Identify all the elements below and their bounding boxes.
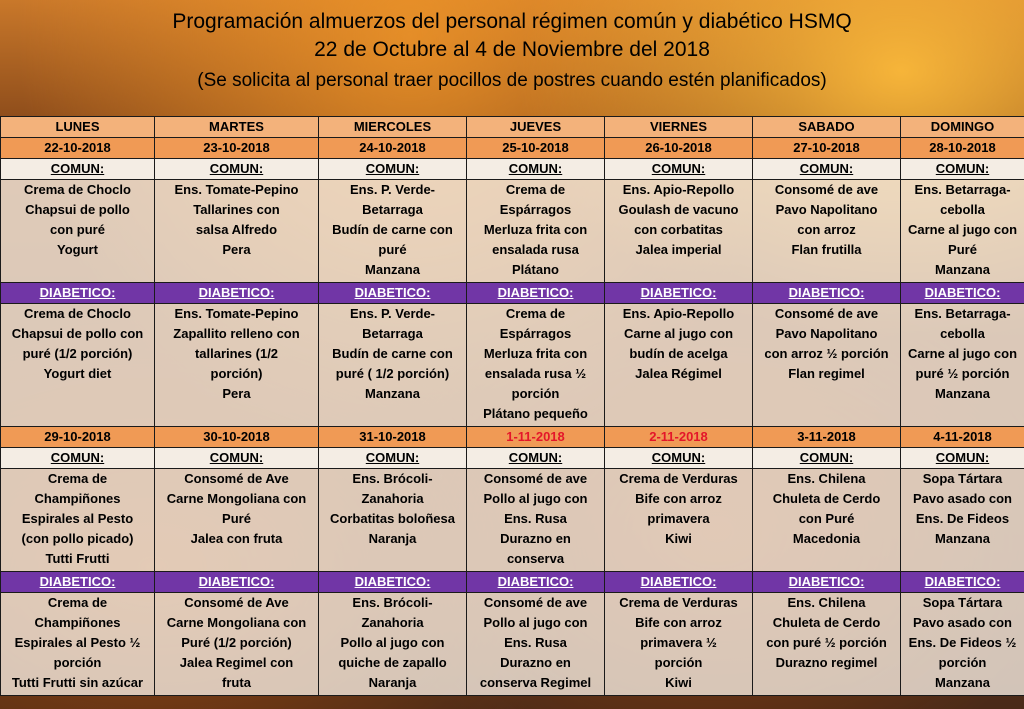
common-label: COMUN: bbox=[209, 450, 264, 465]
menu-line: con arroz bbox=[797, 222, 856, 237]
common-label: COMUN: bbox=[935, 450, 990, 465]
page-note: (Se solicita al personal traer pocillos de postres cuando estén planificados) bbox=[197, 70, 827, 91]
common-label-cell bbox=[319, 159, 467, 180]
common-menu-cell bbox=[901, 469, 1024, 572]
common-menu-cell bbox=[319, 469, 467, 572]
menu-line: Carne Mongoliana con bbox=[166, 491, 307, 506]
menu-line: Bife con arroz bbox=[635, 491, 722, 506]
diabetic-menu-cell bbox=[753, 593, 901, 696]
menu-line: Jalea Regimel con bbox=[179, 655, 294, 670]
menu-line: Pavo Napolitano bbox=[775, 202, 878, 217]
menu-line: Budín de carne con bbox=[332, 222, 453, 237]
diabetic-label: DIABETICO: bbox=[198, 574, 275, 589]
menu-table bbox=[0, 116, 1024, 696]
menu-line: Sopa Tártara bbox=[922, 471, 1003, 486]
common-label-cell bbox=[467, 159, 605, 180]
date-cell: 1-11-2018 bbox=[467, 427, 605, 448]
menu-line: Espirales al Pesto bbox=[21, 511, 134, 526]
menu-line: porción bbox=[511, 386, 560, 401]
common-label: COMUN: bbox=[651, 450, 706, 465]
date-cell: 30-10-2018 bbox=[155, 427, 319, 448]
menu-line: Flan regimel bbox=[788, 366, 865, 381]
common-label-cell bbox=[155, 159, 319, 180]
common-menu-cell bbox=[1, 469, 155, 572]
page-title: Programación almuerzos del personal régimen común y diabético HSMQ bbox=[172, 10, 852, 33]
common-menu-cell bbox=[319, 180, 467, 283]
common-label: COMUN: bbox=[50, 161, 105, 176]
common-label: COMUN: bbox=[799, 161, 854, 176]
menu-line: Kiwi bbox=[665, 531, 692, 546]
common-label-cell bbox=[605, 448, 753, 469]
weekday-header: MIERCOLES bbox=[319, 117, 467, 138]
date-row bbox=[1, 138, 1024, 159]
diabetic-label-row bbox=[1, 572, 1024, 593]
menu-line: Carne al jugo con bbox=[623, 326, 734, 341]
menu-line: Champiñones bbox=[34, 615, 121, 630]
menu-line: Jalea Régimel bbox=[635, 366, 722, 381]
menu-line: con puré ½ porción bbox=[766, 635, 887, 650]
menu-line: Chapsui de pollo con bbox=[11, 326, 144, 341]
common-label: COMUN: bbox=[209, 161, 264, 176]
menu-line: con puré bbox=[50, 222, 105, 237]
menu-line: Ens. Brócoli- bbox=[352, 595, 433, 610]
diabetic-menu-cell bbox=[155, 304, 319, 427]
weekday-header: JUEVES bbox=[467, 117, 605, 138]
common-menu-cell bbox=[605, 469, 753, 572]
menu-line: fruta bbox=[222, 675, 251, 690]
menu-line: Chapsui de pollo bbox=[25, 202, 130, 217]
common-label: COMUN: bbox=[799, 450, 854, 465]
common-menu-cell bbox=[155, 180, 319, 283]
menu-line: Yogurt diet bbox=[43, 366, 112, 381]
menu-line: Ens. Chilena bbox=[787, 595, 866, 610]
menu-line: Ens. Betarraga- bbox=[914, 182, 1011, 197]
menu-line: Ens. P. Verde- bbox=[349, 182, 436, 197]
diabetic-label-cell bbox=[319, 283, 467, 304]
diabetic-label: DIABETICO: bbox=[788, 574, 865, 589]
menu-line: Consomé de ave bbox=[774, 306, 879, 321]
menu-line: Ens. Rusa bbox=[504, 635, 567, 650]
common-label: COMUN: bbox=[935, 161, 990, 176]
menu-line: cebolla bbox=[940, 326, 985, 341]
menu-line: Espirales al Pesto ½ bbox=[14, 635, 141, 650]
menu-line: con arroz ½ porción bbox=[764, 346, 889, 361]
date-cell: 3-11-2018 bbox=[753, 427, 901, 448]
menu-line: Zanahoria bbox=[361, 491, 424, 506]
menu-line: Pavo asado con bbox=[913, 491, 1012, 506]
common-label: COMUN: bbox=[508, 450, 563, 465]
common-menu-cell bbox=[155, 469, 319, 572]
diabetic-menu-cell bbox=[901, 593, 1024, 696]
common-label-cell bbox=[467, 448, 605, 469]
weekday-header: MARTES bbox=[155, 117, 319, 138]
menu-line: Pera bbox=[222, 242, 251, 257]
common-label-row bbox=[1, 448, 1024, 469]
menu-line: Pollo al jugo con bbox=[483, 491, 588, 506]
menu-line: Carne al jugo con bbox=[907, 222, 1018, 237]
page-subtitle: 22 de Octubre al 4 de Noviembre del 2018 bbox=[314, 38, 710, 61]
common-label: COMUN: bbox=[365, 161, 420, 176]
weekday-header: SABADO bbox=[753, 117, 901, 138]
menu-line: Consomé de ave bbox=[483, 595, 588, 610]
date-cell: 29-10-2018 bbox=[1, 427, 155, 448]
menu-line: Ens. Brócoli- bbox=[352, 471, 433, 486]
menu-line: salsa Alfredo bbox=[195, 222, 278, 237]
menu-line: Flan frutilla bbox=[791, 242, 862, 257]
date-cell: 26-10-2018 bbox=[605, 138, 753, 159]
common-label-cell bbox=[753, 448, 901, 469]
menu-line: Manzana bbox=[935, 531, 990, 546]
menu-line: Budín de carne con bbox=[332, 346, 453, 361]
diabetic-label: DIABETICO: bbox=[497, 574, 574, 589]
menu-line: Crema de bbox=[47, 595, 108, 610]
diabetic-menu-cell bbox=[1, 304, 155, 427]
menu-line: Manzana bbox=[935, 675, 990, 690]
diabetic-label: DIABETICO: bbox=[198, 285, 275, 300]
menu-line: Carne Mongoliana con bbox=[166, 615, 307, 630]
common-label-row bbox=[1, 159, 1024, 180]
diabetic-label: DIABETICO: bbox=[354, 285, 431, 300]
menu-line: conserva Regimel bbox=[479, 675, 592, 690]
common-label: COMUN: bbox=[508, 161, 563, 176]
menu-line: Pollo al jugo con bbox=[483, 615, 588, 630]
menu-line: Jalea con fruta bbox=[190, 531, 283, 546]
date-cell: 25-10-2018 bbox=[467, 138, 605, 159]
menu-line: budín de acelga bbox=[629, 346, 728, 361]
date-cell: 4-11-2018 bbox=[901, 427, 1024, 448]
diabetic-label: DIABETICO: bbox=[354, 574, 431, 589]
common-menu-cell bbox=[1, 180, 155, 283]
menu-line: Manzana bbox=[935, 386, 990, 401]
common-label: COMUN: bbox=[50, 450, 105, 465]
common-menu-cell bbox=[901, 180, 1024, 283]
menu-line: Chuleta de Cerdo bbox=[772, 491, 881, 506]
menu-line: (con pollo picado) bbox=[21, 531, 134, 546]
diabetic-label-cell bbox=[605, 572, 753, 593]
menu-line: Ens. De Fideos ½ bbox=[908, 635, 1017, 650]
menu-line: Crema de bbox=[505, 182, 566, 197]
diabetic-label-cell bbox=[1, 572, 155, 593]
menu-line: porción bbox=[938, 655, 987, 670]
menu-line: Ens. P. Verde- bbox=[349, 306, 436, 321]
date-cell: 24-10-2018 bbox=[319, 138, 467, 159]
weekday-header: DOMINGO bbox=[901, 117, 1024, 138]
date-cell: 31-10-2018 bbox=[319, 427, 467, 448]
common-label-cell bbox=[155, 448, 319, 469]
menu-line: Ens. Rusa bbox=[504, 511, 567, 526]
diabetic-menu-cell bbox=[467, 593, 605, 696]
menu-line: Chuleta de Cerdo bbox=[772, 615, 881, 630]
diabetic-label-cell bbox=[155, 572, 319, 593]
common-label: COMUN: bbox=[365, 450, 420, 465]
menu-line: Betarraga bbox=[362, 202, 423, 217]
menu-line: Crema de Choclo bbox=[24, 182, 131, 197]
common-menu-row bbox=[1, 469, 1024, 572]
menu-line: Naranja bbox=[368, 675, 417, 690]
menu-line: Zapallito relleno con bbox=[173, 326, 300, 341]
menu-line: Crema de Choclo bbox=[24, 306, 131, 321]
common-menu-cell bbox=[753, 469, 901, 572]
diabetic-label: DIABETICO: bbox=[39, 574, 116, 589]
menu-line: Crema de bbox=[47, 471, 108, 486]
date-row bbox=[1, 427, 1024, 448]
diabetic-label-cell bbox=[155, 283, 319, 304]
menu-line: Yogurt bbox=[57, 242, 98, 257]
menu-line: puré bbox=[378, 242, 407, 257]
menu-line: Betarraga bbox=[362, 326, 423, 341]
menu-line: conserva bbox=[506, 551, 565, 566]
menu-line: Durazno en bbox=[500, 655, 571, 670]
diabetic-menu-cell bbox=[319, 593, 467, 696]
menu-line: Tallarines con bbox=[193, 202, 280, 217]
diabetic-label-cell bbox=[753, 283, 901, 304]
common-label: COMUN: bbox=[651, 161, 706, 176]
diabetic-label-cell bbox=[319, 572, 467, 593]
common-label-cell bbox=[901, 448, 1024, 469]
diabetic-menu-row bbox=[1, 304, 1024, 427]
menu-line: Manzana bbox=[365, 386, 420, 401]
menu-line: Durazno regimel bbox=[775, 655, 878, 670]
menu-line: Plátano bbox=[512, 262, 559, 277]
diabetic-label-cell bbox=[901, 283, 1024, 304]
diabetic-label: DIABETICO: bbox=[788, 285, 865, 300]
menu-line: Puré (1/2 porción) bbox=[181, 635, 292, 650]
menu-line: Pera bbox=[222, 386, 251, 401]
diabetic-label-cell bbox=[467, 572, 605, 593]
menu-line: Naranja bbox=[368, 531, 417, 546]
menu-line: Champiñones bbox=[34, 491, 121, 506]
menu-line: Merluza frita con bbox=[483, 222, 588, 237]
menu-line: Manzana bbox=[935, 262, 990, 277]
menu-line: Manzana bbox=[365, 262, 420, 277]
menu-line: Ens. Chilena bbox=[787, 471, 866, 486]
date-cell: 22-10-2018 bbox=[1, 138, 155, 159]
diabetic-label: DIABETICO: bbox=[497, 285, 574, 300]
date-cell: 28-10-2018 bbox=[901, 138, 1024, 159]
common-menu-row bbox=[1, 180, 1024, 283]
menu-line: Macedonia bbox=[792, 531, 861, 546]
header bbox=[0, 0, 1024, 116]
common-label-cell bbox=[753, 159, 901, 180]
menu-line: Consomé de ave bbox=[774, 182, 879, 197]
common-label-cell bbox=[605, 159, 753, 180]
weekday-header: LUNES bbox=[1, 117, 155, 138]
menu-line: Ens. De Fideos bbox=[915, 511, 1010, 526]
menu-line: puré ( 1/2 porción) bbox=[335, 366, 450, 381]
menu-line: Bife con arroz bbox=[635, 615, 722, 630]
menu-line: quiche de zapallo bbox=[338, 655, 447, 670]
diabetic-label: DIABETICO: bbox=[924, 285, 1001, 300]
common-label-cell bbox=[319, 448, 467, 469]
menu-line: Ens. Betarraga- bbox=[914, 306, 1011, 321]
common-label-cell bbox=[901, 159, 1024, 180]
date-cell: 23-10-2018 bbox=[155, 138, 319, 159]
common-menu-cell bbox=[467, 180, 605, 283]
menu-line: Crema de bbox=[505, 306, 566, 321]
diabetic-label-cell bbox=[1, 283, 155, 304]
menu-line: Puré bbox=[222, 511, 251, 526]
diabetic-menu-row bbox=[1, 593, 1024, 696]
diabetic-menu-cell bbox=[901, 304, 1024, 427]
menu-line: Goulash de vacuno bbox=[618, 202, 739, 217]
menu-line: primavera bbox=[647, 511, 710, 526]
date-cell: 2-11-2018 bbox=[605, 427, 753, 448]
menu-line: Corbatitas boloñesa bbox=[330, 511, 455, 526]
menu-line: con Puré bbox=[798, 511, 855, 526]
common-menu-cell bbox=[467, 469, 605, 572]
menu-line: Ens. Apio-Repollo bbox=[622, 306, 735, 321]
weekday-header: VIERNES bbox=[605, 117, 753, 138]
diabetic-menu-cell bbox=[1, 593, 155, 696]
menu-line: Pavo asado con bbox=[913, 615, 1012, 630]
menu-line: Ens. Tomate-Pepino bbox=[174, 306, 299, 321]
diabetic-label-row bbox=[1, 283, 1024, 304]
diabetic-menu-cell bbox=[467, 304, 605, 427]
menu-line: ensalada rusa bbox=[492, 242, 579, 257]
menu-line: Merluza frita con bbox=[483, 346, 588, 361]
menu-line: puré (1/2 porción) bbox=[22, 346, 133, 361]
common-menu-cell bbox=[753, 180, 901, 283]
common-menu-cell bbox=[605, 180, 753, 283]
menu-line: Puré bbox=[948, 242, 977, 257]
menu-line: Ens. Tomate-Pepino bbox=[174, 182, 299, 197]
diabetic-menu-cell bbox=[605, 593, 753, 696]
menu-line: porción bbox=[654, 655, 703, 670]
diabetic-label-cell bbox=[901, 572, 1024, 593]
menu-line: Jalea imperial bbox=[635, 242, 722, 257]
common-label-cell bbox=[1, 448, 155, 469]
common-label-cell bbox=[1, 159, 155, 180]
menu-line: con corbatitas bbox=[634, 222, 723, 237]
diabetic-label-cell bbox=[467, 283, 605, 304]
menu-line: porción) bbox=[210, 366, 263, 381]
menu-line: Consomé de Ave bbox=[184, 595, 289, 610]
menu-line: cebolla bbox=[940, 202, 985, 217]
menu-line: Plátano pequeño bbox=[483, 406, 588, 421]
date-cell: 27-10-2018 bbox=[753, 138, 901, 159]
diabetic-label: DIABETICO: bbox=[39, 285, 116, 300]
diabetic-label-cell bbox=[753, 572, 901, 593]
diabetic-label: DIABETICO: bbox=[640, 285, 717, 300]
menu-line: ensalada rusa ½ bbox=[484, 366, 587, 381]
diabetic-menu-cell bbox=[319, 304, 467, 427]
diabetic-menu-cell bbox=[155, 593, 319, 696]
menu-line: Espárragos bbox=[499, 202, 572, 217]
menu-line: Sopa Tártara bbox=[922, 595, 1003, 610]
diabetic-label: DIABETICO: bbox=[924, 574, 1001, 589]
menu-line: Zanahoria bbox=[361, 615, 424, 630]
menu-line: Espárragos bbox=[499, 326, 572, 341]
menu-line: Kiwi bbox=[665, 675, 692, 690]
diabetic-label-cell bbox=[605, 283, 753, 304]
menu-line: primavera ½ bbox=[640, 635, 717, 650]
menu-line: Pavo Napolitano bbox=[775, 326, 878, 341]
menu-line: Durazno en bbox=[500, 531, 571, 546]
diabetic-label: DIABETICO: bbox=[640, 574, 717, 589]
menu-line: tallarines (1/2 bbox=[194, 346, 279, 361]
menu-line: porción bbox=[53, 655, 102, 670]
menu-line: Pollo al jugo con bbox=[340, 635, 445, 650]
diabetic-menu-cell bbox=[605, 304, 753, 427]
weekday-header-row bbox=[1, 117, 1024, 138]
menu-line: Carne al jugo con bbox=[907, 346, 1018, 361]
menu-line: Crema de Verduras bbox=[619, 595, 738, 610]
menu-line: puré ½ porción bbox=[915, 366, 1010, 381]
menu-line: Ens. Apio-Repollo bbox=[622, 182, 735, 197]
diabetic-menu-cell bbox=[753, 304, 901, 427]
menu-line: Crema de Verduras bbox=[619, 471, 738, 486]
menu-line: Tutti Frutti bbox=[45, 551, 110, 566]
menu-line: Consomé de ave bbox=[483, 471, 588, 486]
menu-line: Consomé de Ave bbox=[184, 471, 289, 486]
menu-line: Tutti Frutti sin azúcar bbox=[11, 675, 144, 690]
